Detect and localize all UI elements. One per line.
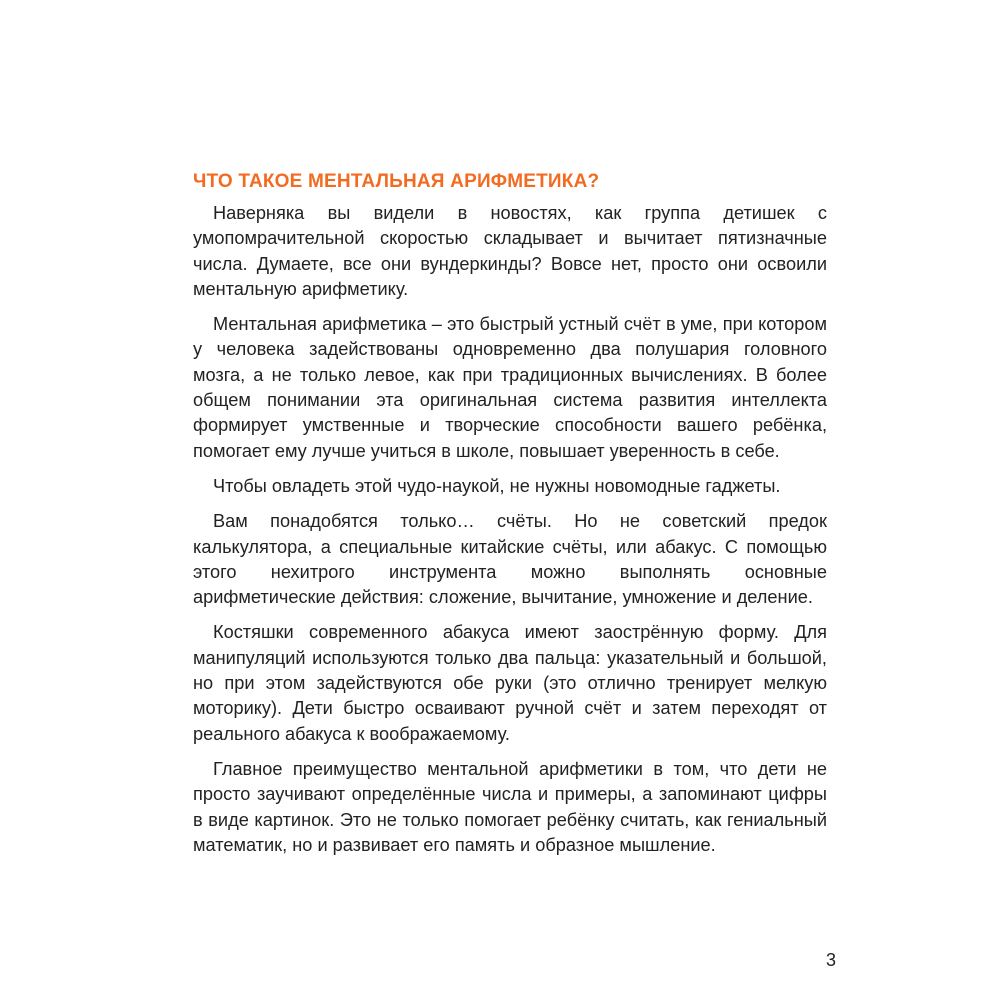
paragraph-6: Главное преимущество ментальной арифметики в том, что дети не просто заучивают определённые числа и примеры, а запоминают цифры в виде картинок. Это не только помогает ребёнку считать, как гениальный математик, но и развивает его память и образное мышление. [193,758,827,855]
page-number: 3 [826,950,837,970]
paragraph-4: Вам понадобятся только… счёты. Но не советский предок калькулятора, а специальные китайские счёты, или абакус. С помощью этого нехитрого инструмента можно выполнять основные арифметические действия: сложение, вычитание, умножение и деление. [193,511,827,608]
paragraph-2: Ментальная арифметика – это быстрый устный счёт в уме, при котором у человека задействованы одновременно два полушария головного мозга, а не только левое, как при традиционных вычислениях. В более общем понимании эта оригинальная система развития интеллекта формирует умственные и творческие способности вашего ребёнка, помогает ему лучше учиться в школе, повышает уверенность в себе. [193,314,827,461]
text-block [193,168,827,868]
section-heading: ЧТО ТАКОЕ МЕНТАЛЬНАЯ АРИФМЕТИКА? [193,171,600,192]
paragraph-5: Костяшки современного абакуса имеют заострённую форму. Для манипуляций используются только два пальца: указательный и большой, но при этом задействуются обе руки (это отлично тренирует мелкую моторику). Дети быстро осваивают ручной счёт и затем переходят от реального абакуса к воображаемому. [193,622,827,744]
paragraph-1: Наверняка вы видели в новостях, как группа детишек с умопомрачительной скоростью складывает и вычитает пятизначные числа. Думаете, все они вундеркинды? Вовсе нет, просто они освоили ментальную арифметику. [193,203,827,299]
paragraph-3: Чтобы овладеть этой чудо-наукой, не нужны новомодные гаджеты. [213,475,781,496]
